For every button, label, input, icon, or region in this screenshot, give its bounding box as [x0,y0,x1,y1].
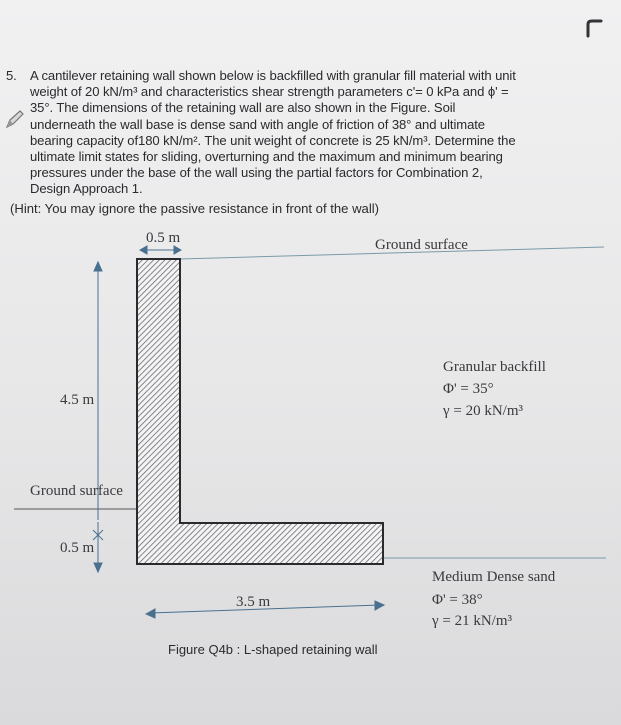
stem-width-label: 0.5 m [146,230,181,246]
height-arrow [94,262,102,520]
problem-number: 5. [6,68,17,83]
base-thickness-arrow [93,522,103,572]
hint-text: (Hint: You may ignore the passive resistance in front of the wall) [10,201,379,216]
foundation-phi: Φ' = 38° [432,592,483,608]
ground-surface-top-label: Ground surface [375,237,468,253]
problem-line: ultimate limit states for sliding, overturning and the maximum and minimum bearing [30,149,503,165]
backfill-title: Granular backfill [443,359,546,375]
retaining-wall [137,259,383,564]
height-label: 4.5 m [60,392,95,408]
figure-caption: Figure Q4b : L-shaped retaining wall [168,642,378,657]
foundation-title: Medium Dense sand [432,569,556,585]
backfill-gamma: γ = 20 kN/m³ [443,403,524,419]
problem-line: Design Approach 1. [30,181,143,197]
ground-surface-front-label: Ground surface [30,483,123,499]
problem-line: A cantilever retaining wall shown below is backfilled with granular fill material with unit [30,68,516,83]
problem-line: weight of 20 kN/m³ and characteristics shear strength parameters c'= 0 kPa and ϕ' = [30,84,509,100]
problem-line: bearing capacity of180 kN/m². The unit weight of concrete is 25 kN/m³. Determine the [30,132,516,148]
foundation-gamma: γ = 21 kN/m³ [432,613,513,629]
base-width-label: 3.5 m [236,594,271,610]
base-thickness-label: 0.5 m [60,540,95,556]
problem-line: 35°. The dimensions of the retaining wall are also shown in the Figure. Soil [30,100,456,116]
problem-line: underneath the wall base is dense sand with angle of friction of 38° and ultimate [30,116,485,132]
stem-width-arrow [140,246,181,254]
backfill-phi: Φ' = 35° [443,381,494,397]
problem-line: pressures under the base of the wall using the partial factors for Combination 2, [30,165,483,181]
